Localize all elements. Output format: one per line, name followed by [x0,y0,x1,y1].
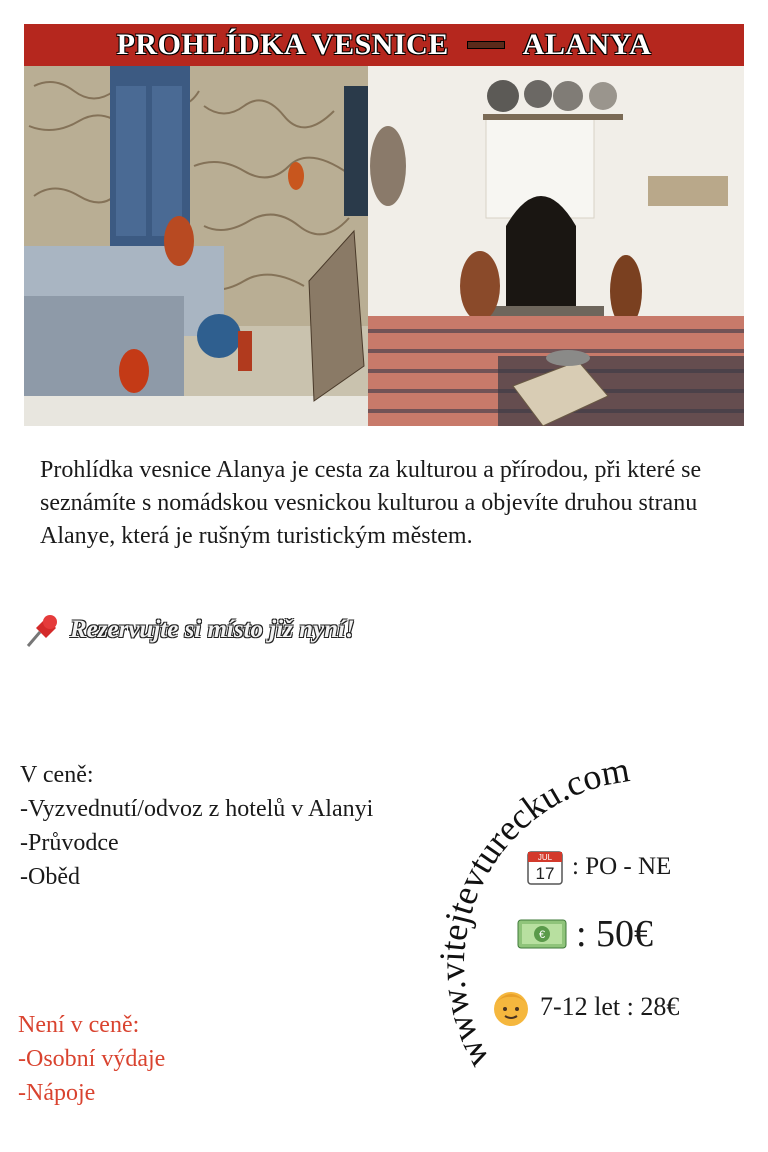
price-text: : 50€ [576,913,654,955]
website-text: www.vitejtevturecku.com [431,749,633,1075]
intro-paragraph: Prohlídka vesnice Alanya je cesta za kulturou a přírodou, při které se seznámíte s nomádskou vesnickou kulturou a objevíte druhou stranu Alanye, která je rušným turistickým městem. [40,457,702,549]
included-item: -Vyzvednutí/odvoz z hotelů v Alanyi [20,796,374,822]
title-dash [467,41,505,49]
reserve-callout [22,610,355,650]
photo-collage [24,66,744,426]
excluded-heading: Není v ceně: [18,1012,140,1038]
excluded-item: -Osobní výdaje [18,1046,166,1072]
reserve-text: Rezervujte si místo již nyní! [70,616,355,643]
village-house-photo [24,66,368,426]
svg-text:€: € [538,929,546,941]
svg-text:JUL: JUL [537,853,553,862]
included-heading: V ceně: [20,762,94,788]
title-left: PROHLÍDKA VESNICE [116,28,449,61]
title-right: ALANYA [522,28,652,61]
days-row [526,848,671,886]
svg-text:17: 17 [535,864,555,883]
child-price-text: 7-12 let : 28€ [540,992,680,1021]
days-text: : PO - NE [572,853,672,880]
calendar-icon [526,848,564,886]
excluded-item: -Nápoje [18,1080,96,1106]
excluded-list [18,1008,165,1110]
title-banner [24,24,744,66]
included-item: -Oběd [20,864,80,890]
child-face-icon [490,986,532,1028]
website-watermark [410,740,750,1080]
child-price-row [490,986,679,1028]
included-list [20,758,373,894]
money-icon [516,916,568,952]
included-item: -Průvodce [20,830,119,856]
pushpin-icon [22,610,62,650]
village-interior-photo [368,66,744,426]
price-row [516,912,653,956]
